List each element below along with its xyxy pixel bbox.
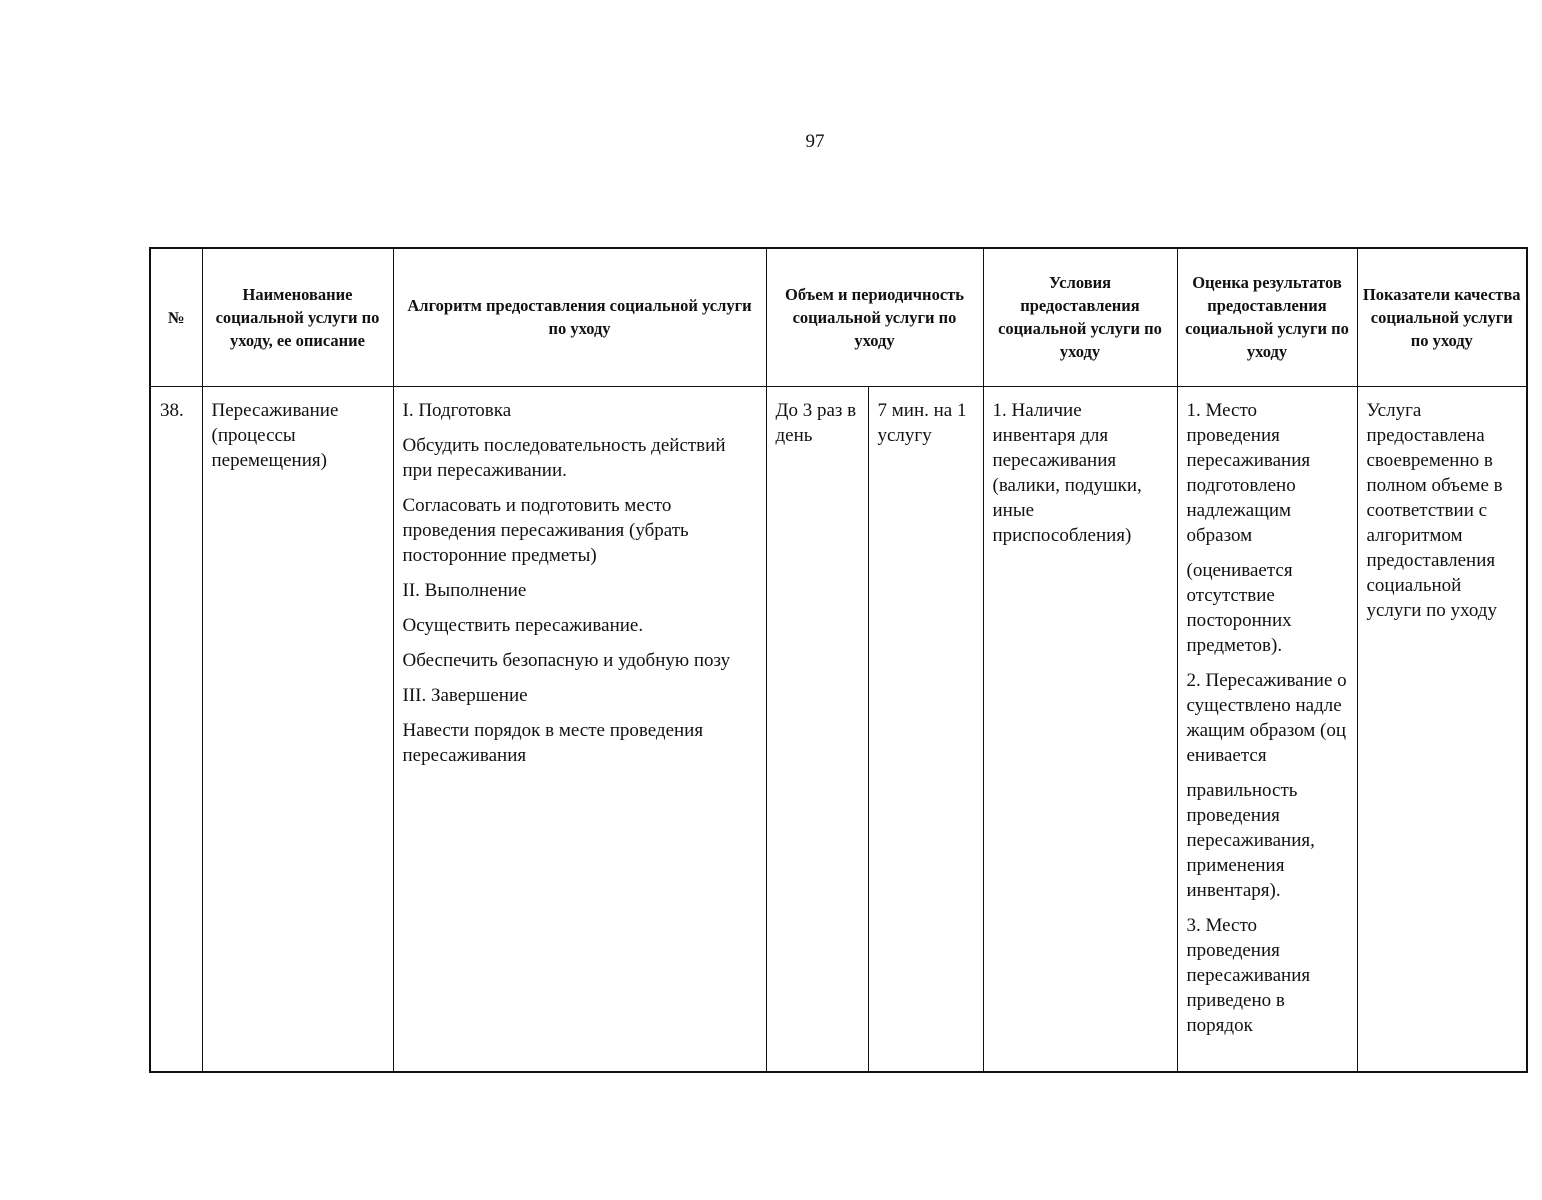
algorithm-step: Навести порядок в месте проведения пересаживания xyxy=(402,719,704,766)
evaluation-item: (оценивается отсутствие посторонних предметов). xyxy=(1186,559,1293,656)
algorithm-step: III. Завершение xyxy=(402,684,528,706)
header-algorithm: Алгоритм предоставления социальной услуги по уходу xyxy=(393,248,766,386)
service-name: Пересаживание (процессы перемещения) xyxy=(202,386,393,1072)
social-service-table xyxy=(149,247,1528,1073)
algorithm-step: Согласовать и подготовить место проведения пересаживания (убрать посторонние предметы) xyxy=(402,494,689,566)
table-row xyxy=(150,386,1527,1072)
periodicity-cell: До 3 раз в день xyxy=(766,386,868,1072)
quality-cell: Услуга предоставлена своевременно в полном объеме в соответствии с алгоритмом предоставления социальной услуги по уходу xyxy=(1357,386,1527,1072)
algorithm-step: I. Подготовка xyxy=(402,399,512,421)
row-number: 38. xyxy=(150,386,202,1072)
header-name: Наименование социальной услуги по уходу, ее описание xyxy=(202,248,393,386)
algorithm-step: Обеспечить безопасную и удобную позу xyxy=(402,649,731,671)
header-number: № xyxy=(150,248,202,386)
duration-cell: 7 мин. на 1 услугу xyxy=(868,386,983,1072)
algorithm-cell xyxy=(393,386,766,1072)
algorithm-step: Обсудить последовательность действий при пересаживании. xyxy=(402,434,726,481)
evaluation-item: правильность проведения пересаживания, применения инвентаря). xyxy=(1186,779,1315,901)
header-volume: Объем и периодичность социальной услуги по уходу xyxy=(766,248,983,386)
evaluation-cell xyxy=(1177,386,1357,1072)
conditions-cell: 1. Наличие инвентаря для пересаживания (валики, подушки, иные приспособления) xyxy=(983,386,1177,1072)
header-quality: Показатели качества социальной услуги по уходу xyxy=(1357,248,1527,386)
evaluation-item: 1. Место проведения пересаживания подготовлено надлежащим образом xyxy=(1186,399,1311,546)
algorithm-step: Осуществить пересаживание. xyxy=(402,614,644,636)
header-conditions: Условия предоставления социальной услуги по уходу xyxy=(983,248,1177,386)
evaluation-item: 2. Пересаживание осуществлено надлежащим образом (оценивается xyxy=(1186,669,1347,766)
header-evaluation: Оценка результатов предоставления социальной услуги по уходу xyxy=(1177,248,1357,386)
algorithm-step: II. Выполнение xyxy=(402,579,527,601)
table-header-row xyxy=(150,248,1527,386)
page-number: 97 xyxy=(805,131,825,152)
evaluation-item: 3. Место проведения пересаживания приведено в порядок xyxy=(1186,914,1311,1036)
